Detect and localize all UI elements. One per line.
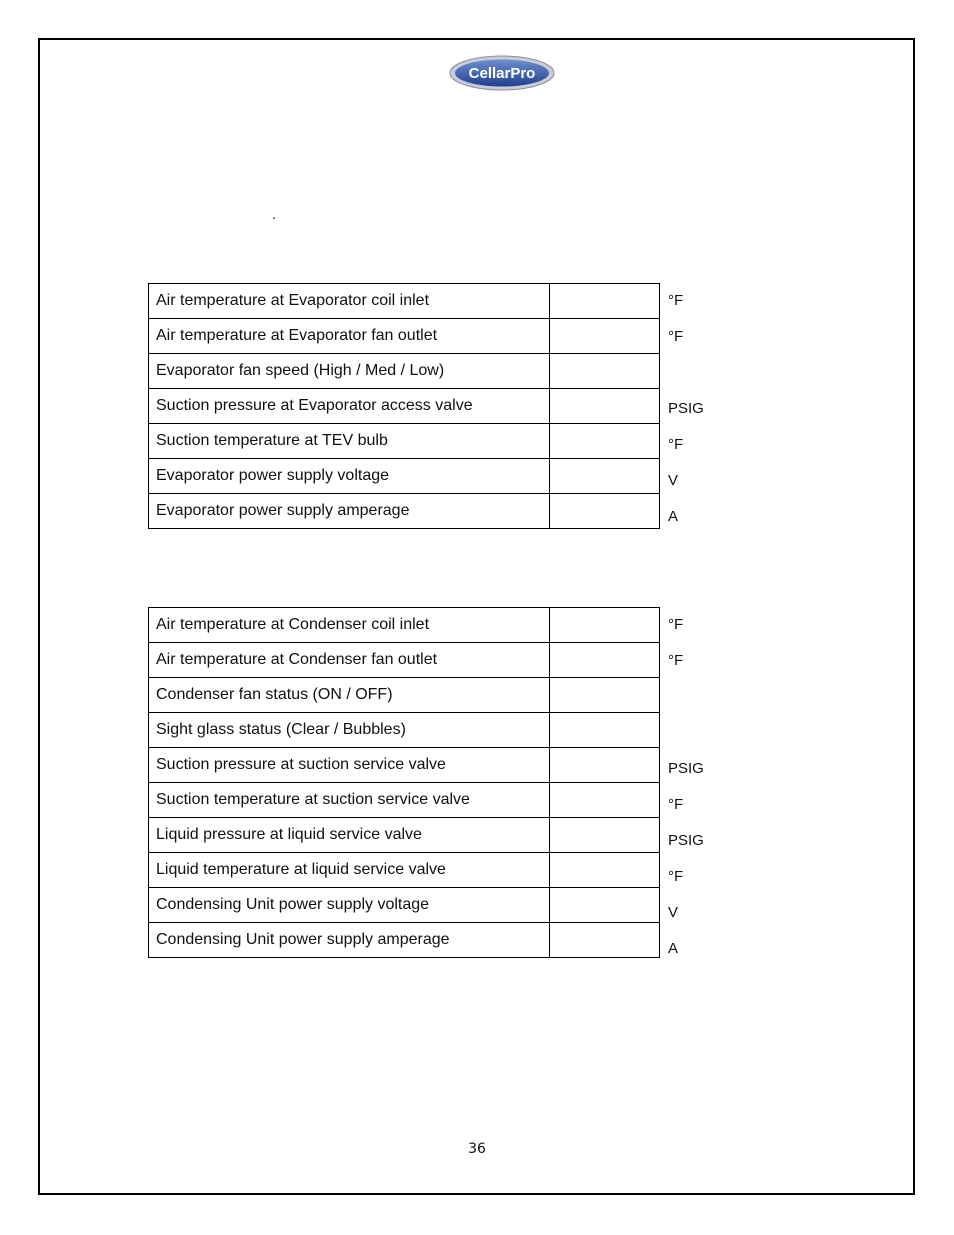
table-row xyxy=(149,713,660,748)
table-row xyxy=(149,888,660,923)
unit-label: °F xyxy=(668,652,684,669)
value-entry-cell[interactable] xyxy=(550,424,660,459)
value-entry-cell[interactable] xyxy=(550,319,660,354)
table-row xyxy=(149,494,660,529)
unit-label: °F xyxy=(668,616,684,633)
unit-label xyxy=(668,715,704,751)
table-row xyxy=(149,284,660,319)
unit-label: °F xyxy=(668,436,684,453)
row-label: Liquid temperature at liquid service valve xyxy=(149,853,550,888)
table-row xyxy=(149,678,660,713)
table-row xyxy=(149,818,660,853)
table-row xyxy=(149,389,660,424)
value-entry-cell[interactable] xyxy=(550,678,660,713)
value-entry-cell[interactable] xyxy=(550,354,660,389)
unit-label: A xyxy=(668,508,679,525)
table-row xyxy=(149,783,660,818)
value-entry-cell[interactable] xyxy=(550,494,660,529)
value-entry-cell[interactable] xyxy=(550,923,660,958)
unit-label: PSIG xyxy=(668,400,704,417)
unit-label: V xyxy=(668,472,679,489)
row-label: Evaporator power supply voltage xyxy=(149,459,550,494)
row-label: Suction temperature at TEV bulb xyxy=(149,424,550,459)
row-label: Air temperature at Evaporator coil inlet xyxy=(149,284,550,319)
row-label: Evaporator fan speed (High / Med / Low) xyxy=(149,354,550,389)
table-row xyxy=(149,319,660,354)
row-label: Suction temperature at suction service valve xyxy=(149,783,550,818)
row-label: Suction pressure at suction service valve xyxy=(149,748,550,783)
value-entry-cell[interactable] xyxy=(550,389,660,424)
row-label: Evaporator power supply amperage xyxy=(149,494,550,529)
unit-label: °F xyxy=(668,868,684,885)
evaporator-units-column xyxy=(668,283,704,535)
value-entry-cell[interactable] xyxy=(550,888,660,923)
row-label: Condensing Unit power supply amperage xyxy=(149,923,550,958)
unit-label: PSIG xyxy=(668,832,704,849)
row-label: Air temperature at Condenser fan outlet xyxy=(149,643,550,678)
table-row xyxy=(149,643,660,678)
unit-label: °F xyxy=(668,328,684,345)
table-row xyxy=(149,459,660,494)
condenser-units-column xyxy=(668,607,704,967)
unit-label xyxy=(668,679,704,715)
table-row xyxy=(149,923,660,958)
unit-label: PSIG xyxy=(668,760,704,777)
unit-label: °F xyxy=(668,292,684,309)
unit-label: °F xyxy=(668,796,684,813)
value-entry-cell[interactable] xyxy=(550,608,660,643)
table-row xyxy=(149,354,660,389)
row-label: Condensing Unit power supply voltage xyxy=(149,888,550,923)
unit-label: A xyxy=(668,940,679,957)
value-entry-cell[interactable] xyxy=(550,459,660,494)
value-entry-cell[interactable] xyxy=(550,713,660,748)
value-entry-cell[interactable] xyxy=(550,643,660,678)
row-label: Condenser fan status (ON / OFF) xyxy=(149,678,550,713)
row-label: Sight glass status (Clear / Bubbles) xyxy=(149,713,550,748)
svg-text:CellarPro: CellarPro xyxy=(468,65,536,82)
cellarpro-logo xyxy=(449,55,555,91)
value-entry-cell[interactable] xyxy=(550,284,660,319)
page-number: 36 xyxy=(468,1141,486,1157)
value-entry-cell[interactable] xyxy=(550,853,660,888)
table-row xyxy=(149,424,660,459)
unit-label xyxy=(668,355,704,391)
evaporator-readings-table xyxy=(148,283,660,529)
row-label: Liquid pressure at liquid service valve xyxy=(149,818,550,853)
row-label: Air temperature at Evaporator fan outlet xyxy=(149,319,550,354)
stray-mark: . xyxy=(272,206,276,222)
unit-label: V xyxy=(668,904,679,921)
row-label: Suction pressure at Evaporator access valve xyxy=(149,389,550,424)
condenser-readings-table xyxy=(148,607,660,958)
value-entry-cell[interactable] xyxy=(550,818,660,853)
row-label: Air temperature at Condenser coil inlet xyxy=(149,608,550,643)
table-row xyxy=(149,608,660,643)
table-row xyxy=(149,748,660,783)
table-row xyxy=(149,853,660,888)
value-entry-cell[interactable] xyxy=(550,783,660,818)
value-entry-cell[interactable] xyxy=(550,748,660,783)
